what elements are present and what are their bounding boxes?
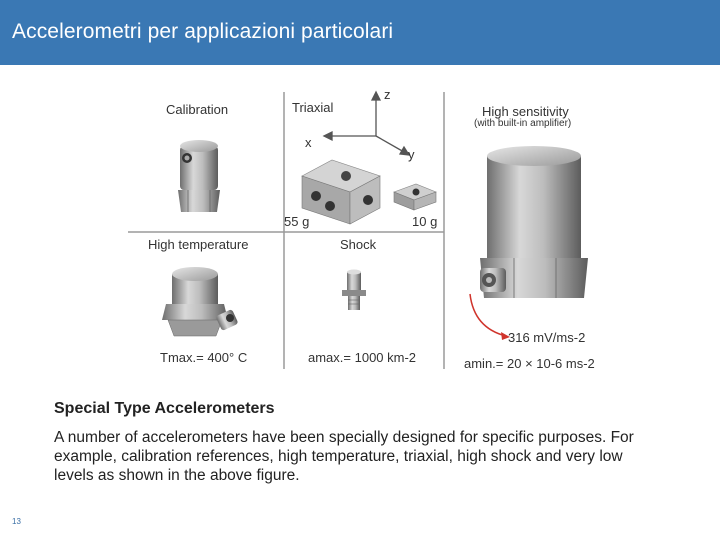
axis-x-label: x [305,135,312,150]
amin-label: amin.= 20 × 10-6 ms-2 [464,356,595,371]
slide-title: Accelerometri per applicazioni particolari [12,20,394,43]
high-sensitivity-label: High sensitivity [482,104,569,119]
page-number: 13 [12,517,21,526]
high-sensitivity-accelerometer-image [480,146,588,298]
slide-header [0,0,720,65]
shock-label: Shock [340,237,377,252]
amax-label: amax.= 1000 km-2 [308,350,417,365]
axis-z-label: z [384,87,391,102]
calibration-accelerometer-image [178,140,220,212]
sensitivity-value-label: 316 mV/ms-2 [508,330,586,345]
calibration-label: Calibration [166,102,229,117]
axis-y-label: y [408,147,415,162]
triaxial-10g-accelerometer-image [394,184,436,210]
triaxial-55g-accelerometer-image [302,160,380,224]
triaxial-10g-label: 10 g [412,214,438,229]
triaxial-55g-label: 55 g [284,214,310,229]
triaxial-axes [324,92,409,155]
accelerometers-figure [118,84,598,374]
textbox-heading: Special Type Accelerometers [54,400,275,417]
built-in-amplifier-label: (with built-in amplifier) [474,118,572,129]
tmax-label: Tmax.= 400° C [160,350,248,365]
shock-accelerometer-image [342,270,366,311]
textbox-body: A number of accelerometers have been specially designed for specific purposes. For example, calibration references, high temperature, triaxial, high shock and very low levels as shown in the above figure. [54,429,634,484]
sensitivity-arrow [470,294,510,340]
special-type-textbox [34,388,654,496]
high-temperature-accelerometer-image [162,267,239,336]
high-temperature-label: High temperature [148,237,249,252]
triaxial-label: Triaxial [292,100,334,115]
